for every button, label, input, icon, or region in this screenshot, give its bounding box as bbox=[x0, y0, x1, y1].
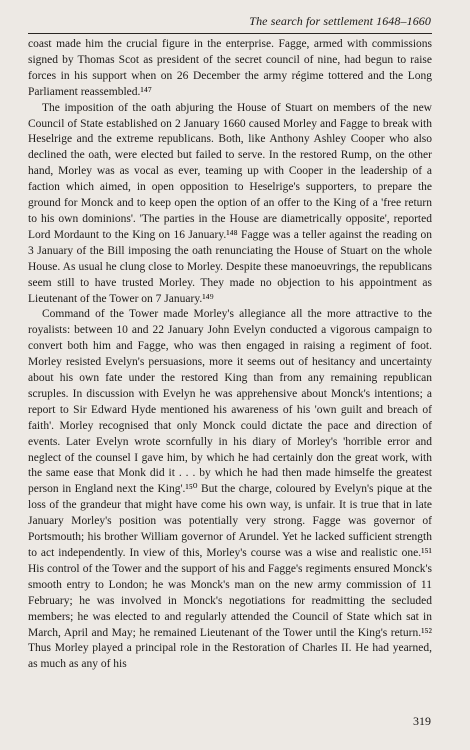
paragraph: coast made him the crucial figure in the enterprise. Fagge, armed with commissions signed by Thomas Scot as president of the secret council of nine, had begun to raise forces in his support when on 26 December the army régime tottered and the Long Parliament reassembled.¹⁴⁷ bbox=[28, 38, 432, 98]
body-text bbox=[28, 37, 432, 673]
paragraph: The imposition of the oath abjuring the House of Stuart on members of the new Council of State established on 2 January 1660 caused Morley and Fagge to break with Heselrige and the extreme republicans. Both, like Anthony Ashley Cooper who also declined the oath, were elected but failed to serve. In the restored Rump, on the other hand, Morley was as vocal as ever, teaming up with Cooper in the leadership of a faction which aimed, in open opposition to Heselrige's supporters, to prepare the ground for Monck and to keep open the option of an offer to the King of a 'free return to his own dominions'. 'The parties in the House are diametrically opposite', reported Lord Mordaunt to the King on 16 January.¹⁴⁸ Fagge was a teller against the reading on 3 January of the Bill imposing the oath renunciating the House of Stuart on the whole House. As usual he clung close to Morley. Despite these manoeuvrings, the republicans seem still to have trusted Morley. They made no objection to his appointment as Lieutenant of the Tower on 7 January.¹⁴⁹ bbox=[28, 101, 432, 305]
running-head: The search for settlement 1648–1660 bbox=[249, 14, 431, 28]
header-rule bbox=[28, 33, 432, 34]
page-number: 319 bbox=[413, 714, 431, 728]
paragraph: Command of the Tower made Morley's allegiance all the more attractive to the royalists: between 10 and 22 January John Evelyn conducted a vigorous campaign to convert both him and Fagge, who was then engaged in raising a regiment of foot. Morley resisted Evelyn's persuasions, more it seems out of hesitancy and uncertainty about his own fate under the restored King than from any remaining republican scruples. In discussion with Evelyn he was apprehensive about Monck's intentions; a report to Sir Edward Hyde mentioned his awareness of his 'own guilt and breach of faith'. Morley recognised that only Monck could dictate the pace and direction of events. Later Evelyn wrote scornfully in his diary of Morley's 'horrible error and neglect of the counsel I gave him, by which he had certainly don the great work, with the same ease that Monk did it . . . by which he had then made himselfe the greatest person in England next the King'.¹⁵⁰ But the charge, coloured by Evelyn's pique at the loss of the grandeur that might have come his own way, is unfair. It is true that in late January Morley's position was potentially very strong. Fagge was governor of Portsmouth; his brother William governor of Arundel. Yet he lacked sufficient strength to act independently. In view of this, Morley's course was a wise and realistic one.¹⁵¹ His control of the Tower and the support of his and Fagge's regiments ensured Monck's smooth entry to London; he was Monck's man on the new army commission of 11 February; he was involved in Monck's negotiations for readmitting the secluded members; he was elected to and regularly attended the Council of State which sat in March, April and May; he remained Lieutenant of the Tower until the King's return.¹⁵² Thus Morley played a principal role in the Restoration of Charles II. He had yearned, as much as any of his bbox=[28, 308, 432, 671]
